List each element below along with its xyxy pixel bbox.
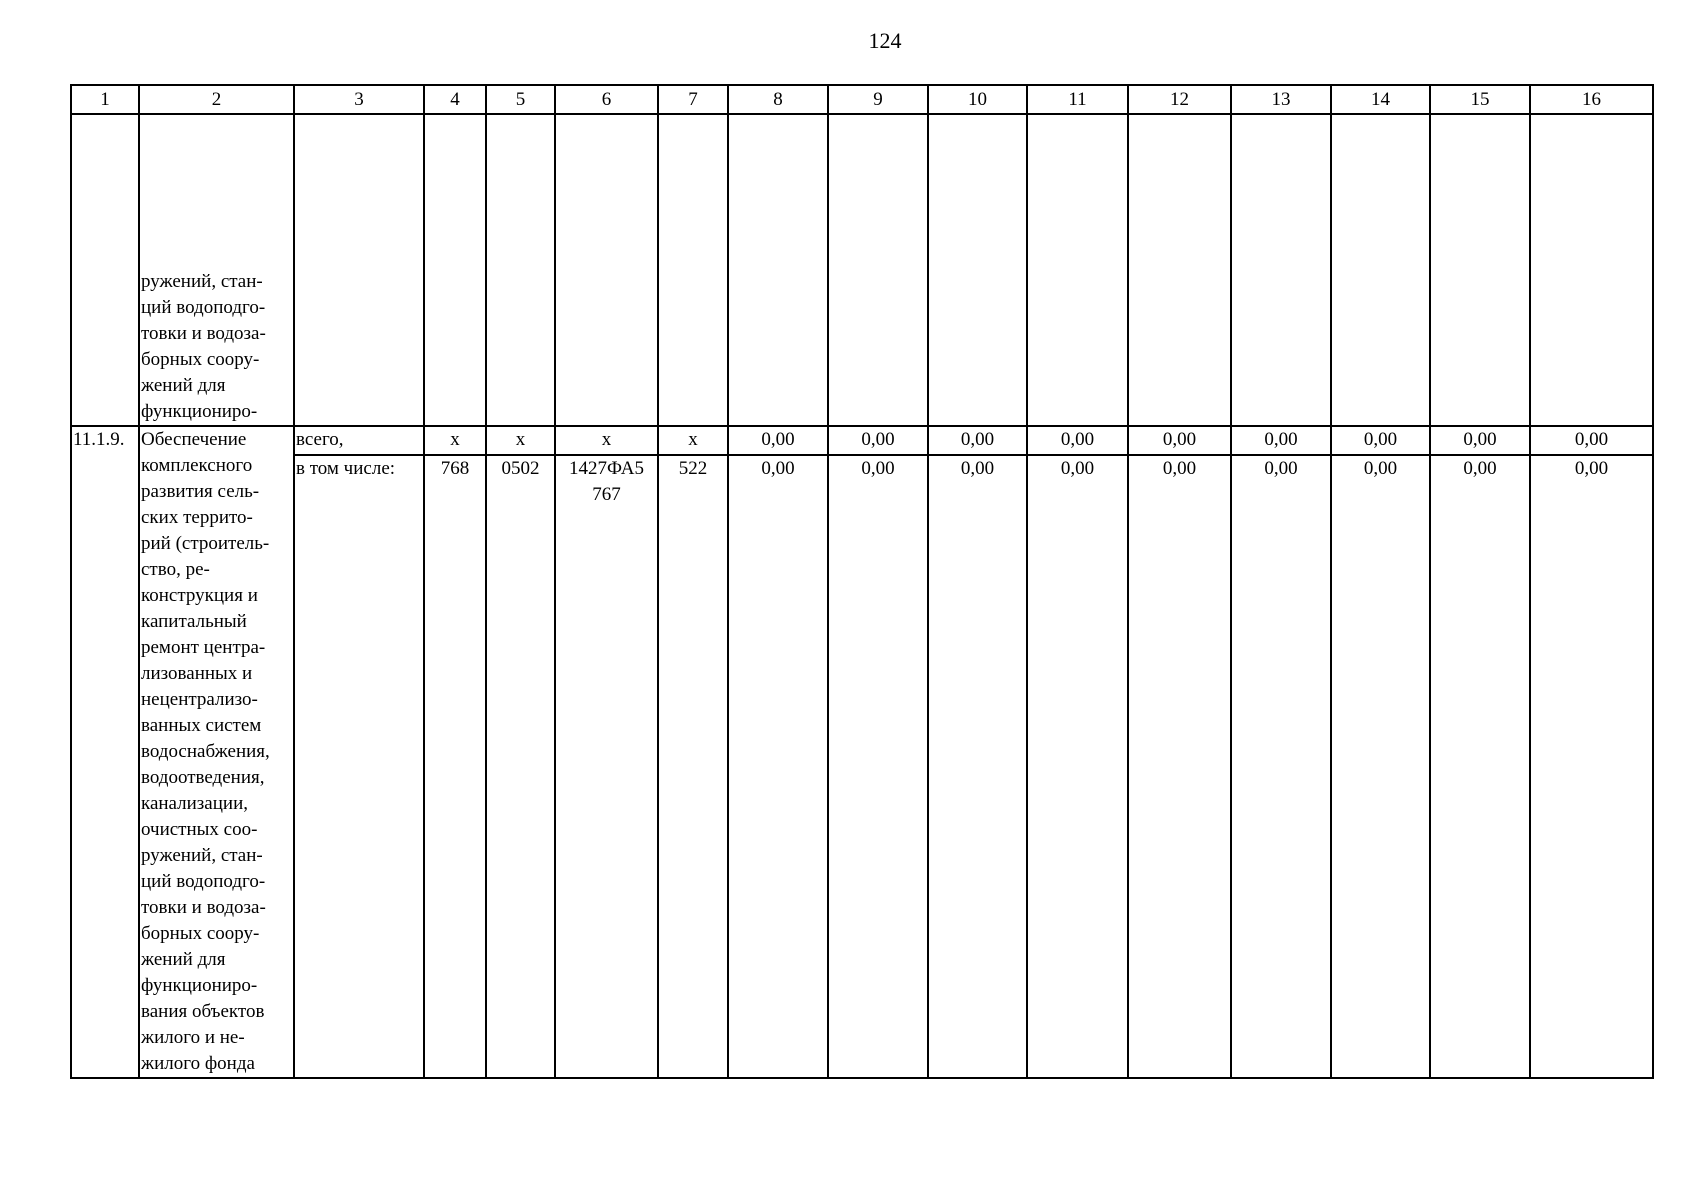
table-cell xyxy=(1027,114,1128,426)
value-cell: 0,00 xyxy=(928,455,1027,1078)
text-line: очистных соо- xyxy=(141,819,258,840)
value-cell: 0,00 xyxy=(728,426,828,455)
funding-source-including: в том числе: xyxy=(294,455,424,1078)
table-cell xyxy=(1430,114,1530,426)
value-cell: 0,00 xyxy=(1430,426,1530,455)
text-line: функциониро- xyxy=(141,975,258,996)
text-line: нецентрализо- xyxy=(141,689,258,710)
table-row-total xyxy=(71,426,1653,455)
value-cell: 0,00 xyxy=(1530,426,1653,455)
value-cell: 0,00 xyxy=(1331,455,1430,1078)
code-cell: 768 xyxy=(424,455,486,1078)
text-line: комплексного xyxy=(141,455,253,476)
table-cell xyxy=(928,114,1027,426)
continuation-description xyxy=(139,114,294,426)
page-number: 124 xyxy=(868,28,902,53)
code-cell: х xyxy=(658,426,728,455)
table-cell xyxy=(555,114,658,426)
table-cell xyxy=(728,114,828,426)
code-cell: 522 xyxy=(658,455,728,1078)
value-cell: 0,00 xyxy=(1331,426,1430,455)
text-line: ций водоподго- xyxy=(141,871,266,892)
value-cell: 0,00 xyxy=(728,455,828,1078)
column-header: 2 xyxy=(139,85,294,114)
column-header: 4 xyxy=(424,85,486,114)
text-line: ций водоподго- xyxy=(141,297,266,318)
row-description xyxy=(139,426,294,1078)
column-header: 12 xyxy=(1128,85,1231,114)
text-line: борных соору- xyxy=(141,923,260,944)
text-line: конструкция и xyxy=(141,585,258,606)
table-cell xyxy=(1331,114,1430,426)
text-line: капитальный xyxy=(141,611,247,632)
text-line: функциониро- xyxy=(141,401,258,422)
continuation-row xyxy=(71,114,1653,426)
value-cell: 0,00 xyxy=(1231,455,1331,1078)
column-header: 13 xyxy=(1231,85,1331,114)
table-cell xyxy=(486,114,555,426)
table-cell xyxy=(1128,114,1231,426)
column-header: 15 xyxy=(1430,85,1530,114)
row-number: 11.1.9. xyxy=(71,426,139,1078)
code-cell: х xyxy=(555,426,658,455)
column-header: 8 xyxy=(728,85,828,114)
table-cell xyxy=(294,114,424,426)
table-cell xyxy=(1231,114,1331,426)
value-cell: 0,00 xyxy=(1027,455,1128,1078)
value-cell: 0,00 xyxy=(1231,426,1331,455)
text-line: ванных систем xyxy=(141,715,262,736)
text-line: водоснабжения, xyxy=(141,741,270,762)
value-cell: 0,00 xyxy=(828,455,928,1078)
column-header: 3 xyxy=(294,85,424,114)
column-header: 16 xyxy=(1530,85,1653,114)
value-cell: 0,00 xyxy=(1128,455,1231,1078)
table-cell xyxy=(71,114,139,426)
text-line: развития сель- xyxy=(141,481,260,502)
value-cell: 0,00 xyxy=(1530,455,1653,1078)
text-line: жений для xyxy=(141,949,226,970)
funding-source-total: всего, xyxy=(294,426,424,455)
budget-table xyxy=(70,84,1654,1079)
text-line: вания объектов xyxy=(141,1001,265,1022)
text-line: жилого и не- xyxy=(141,1027,245,1048)
column-number-row xyxy=(71,85,1653,114)
text-line: жений для xyxy=(141,375,226,396)
text-line: жилого фонда xyxy=(141,1053,255,1074)
table-cell xyxy=(1530,114,1653,426)
value-cell: 0,00 xyxy=(1430,455,1530,1078)
text-line: ремонт центра- xyxy=(141,637,266,658)
text-line: ских террито- xyxy=(141,507,253,528)
code-cell: 1427ФА5 767 xyxy=(555,455,658,1078)
text-line: ружений, стан- xyxy=(141,845,263,866)
column-header: 9 xyxy=(828,85,928,114)
text-line: товки и водоза- xyxy=(141,897,266,918)
text-line: товки и водоза- xyxy=(141,323,266,344)
code-cell: 0502 xyxy=(486,455,555,1078)
text-line: ство, ре- xyxy=(141,559,210,580)
text-line: канализации, xyxy=(141,793,248,814)
value-cell: 0,00 xyxy=(1027,426,1128,455)
column-header: 6 xyxy=(555,85,658,114)
text-line: ружений, стан- xyxy=(141,271,263,292)
code-cell: х xyxy=(486,426,555,455)
value-cell: 0,00 xyxy=(928,426,1027,455)
table-cell xyxy=(658,114,728,426)
table-cell xyxy=(828,114,928,426)
column-header: 10 xyxy=(928,85,1027,114)
text-line: лизованных и xyxy=(141,663,253,684)
table-row-detail xyxy=(71,455,1653,1078)
value-cell: 0,00 xyxy=(1128,426,1231,455)
column-header: 14 xyxy=(1331,85,1430,114)
table-cell xyxy=(424,114,486,426)
code-cell: х xyxy=(424,426,486,455)
column-header: 1 xyxy=(71,85,139,114)
text-line: водоотведения, xyxy=(141,767,265,788)
column-header: 7 xyxy=(658,85,728,114)
column-header: 5 xyxy=(486,85,555,114)
text-line: рий (строитель- xyxy=(141,533,270,554)
text-line: Обеспечение xyxy=(141,429,247,450)
value-cell: 0,00 xyxy=(828,426,928,455)
text-line: борных соору- xyxy=(141,349,260,370)
column-header: 11 xyxy=(1027,85,1128,114)
